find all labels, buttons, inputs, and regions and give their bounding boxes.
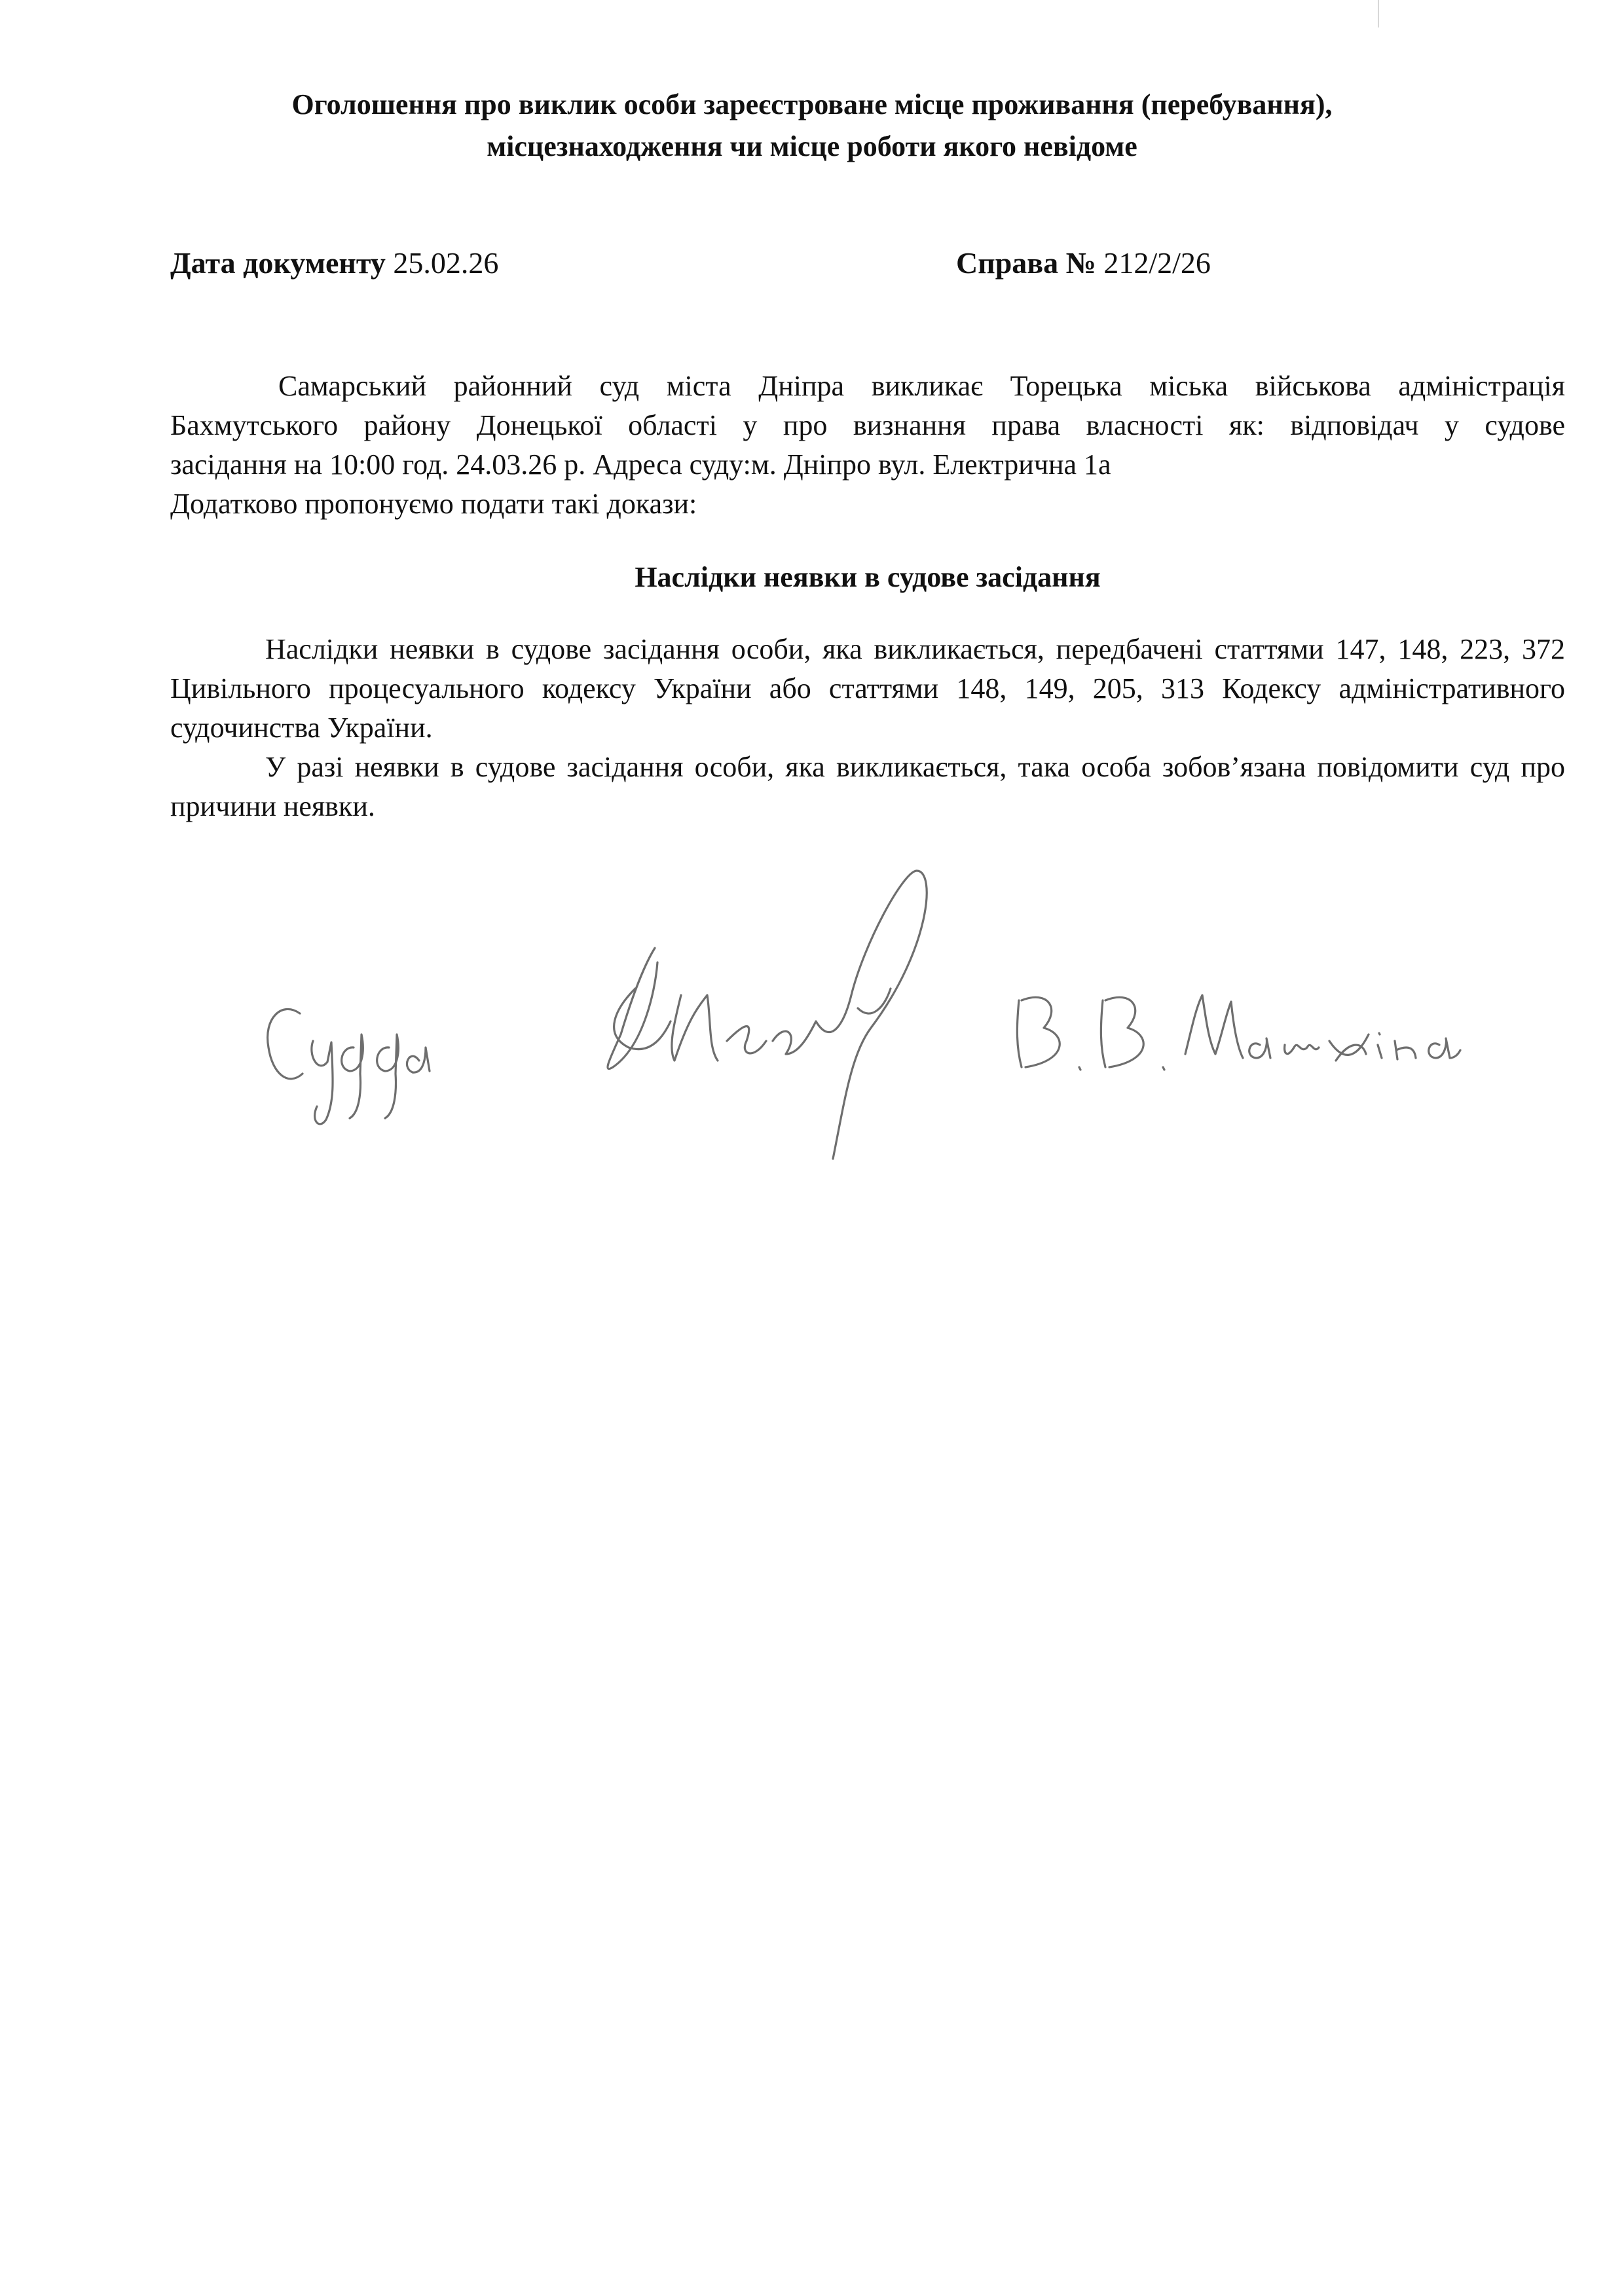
consequences-heading: Наслідки неявки в судове засідання <box>635 561 1101 593</box>
summons-line: Самарський районний суд міста Дніпра викликає Торецька міська військова адміністрація <box>278 370 1565 402</box>
case-number <box>956 242 1211 284</box>
scan-edge-mark <box>1378 0 1379 27</box>
summons-line: Бахмутського району Донецької області у про визнання права власності як: відповідач у судове <box>170 409 1565 441</box>
signature-scrawl <box>608 871 927 1159</box>
date-label: Дата документу <box>170 246 386 280</box>
case-value: 212/2/26 <box>1103 246 1211 280</box>
date-value: 25.02.26 <box>393 246 499 280</box>
document-title <box>157 84 1467 168</box>
handwritten-judge-name <box>1017 995 1460 1070</box>
title-line-2: місцезнаходження чи місце роботи якого невідоме <box>487 130 1137 162</box>
summons-line: Додатково пропонуємо подати такі докази: <box>170 488 697 520</box>
consequences-paragraph-2: У разі неявки в судове засідання особи, яка викликається, така особа зобов’язана повідомити суд про причини неявки. <box>170 751 1565 822</box>
document-date <box>170 242 498 284</box>
summons-paragraph <box>170 367 1565 524</box>
title-line-1: Оголошення про виклик особи зареєстроване місце проживання (перебування), <box>291 88 1333 120</box>
consequences-paragraph-1: Наслідки неявки в судове засідання особи, яка викликається, передбачені статтями 147, 148, 223, 372 Цивільного процесуального кодексу України або статтями 148, 149, 205, 313 Кодексу адміністративного судочинства України. <box>170 633 1565 744</box>
handwritten-judge-word <box>268 1009 430 1123</box>
summons-line: засідання на 10:00 год. 24.03.26 р. Адреса суду:м. Дніпро вул. Електрична 1а <box>170 448 1111 481</box>
consequences-text <box>170 630 1565 826</box>
case-label: Справа № <box>956 246 1096 280</box>
